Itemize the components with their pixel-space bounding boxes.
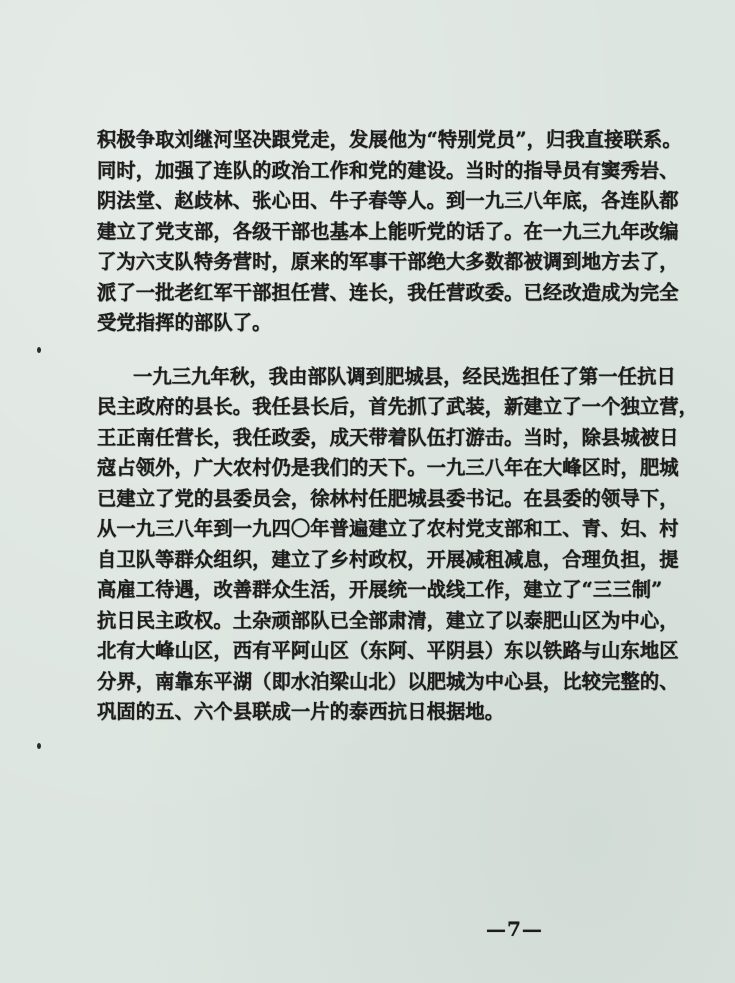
text-line: 阴法堂、赵歧林、张心田、牛子春等人。到一九三八年底，各连队都 bbox=[97, 189, 679, 212]
text-line: 派了一批老红军干部担任营、连长，我任营政委。已经改造成为完全 bbox=[97, 280, 679, 304]
text-line: 寇占领外，广大农村仍是我们的天下。一九三八年在大峰区时，肥城 bbox=[97, 456, 679, 479]
text-line: 一九三九年秋，我由部队调到肥城县，经民选担任了第一任抗日 bbox=[133, 364, 676, 388]
text-line: 建立了党支部，各级干部也基本上能听党的话了。在一九三九年改编 bbox=[97, 219, 679, 243]
text-line: 巩固的五、六个县联成一片的泰西抗日根据地。 bbox=[97, 700, 505, 723]
text-line: 积极争取刘继河坚决跟党走，发展他为“特别党员”，归我直接联系。 bbox=[97, 128, 682, 151]
paragraph-gap bbox=[97, 339, 687, 362]
text-line: 民主政府的县长。我任县长后，首先抓了武装，新建立了一个独立营， bbox=[97, 395, 699, 418]
text-line: 自卫队等群众组织，建立了乡村政权，开展减租减息，合理负担，提 bbox=[97, 547, 679, 571]
text-line: 分界，南靠东平湖（即水泊梁山北）以肥城为中心县，比较完整的、 bbox=[97, 669, 679, 693]
text-line: 高雇工待遇，改善群众生活，开展统一战线工作，建立了“三三制” bbox=[97, 578, 663, 601]
text-line: 抗日民主政权。土杂顽部队已全部肃清，建立了以泰肥山区为中心， bbox=[97, 608, 679, 632]
text-line: 受党指挥的部队了。 bbox=[97, 311, 272, 334]
ink-speck bbox=[37, 347, 41, 353]
text-line: 北有大峰山区，西有平阿山区（东阿、平阴县）东以铁路与山东地区 bbox=[97, 639, 679, 662]
text-line: 同时，加强了连队的政治工作和党的建设。当时的指导员有窦秀岩、 bbox=[97, 158, 679, 182]
page-number: —7— bbox=[486, 917, 543, 941]
paragraph-2 bbox=[97, 362, 699, 759]
ink-speck bbox=[37, 743, 41, 749]
document-body bbox=[97, 125, 699, 758]
text-line: 已建立了党的县委员会，徐林村任肥城县委书记。在县委的领导下， bbox=[97, 486, 679, 510]
text-line: 从一九三八年到一九四〇年普遍建立了农村党支部和工、青、妇、村 bbox=[97, 517, 679, 540]
text-line: 了为六支队特务营时，原来的军事干部绝大多数都被调到地方去了， bbox=[97, 250, 679, 273]
text-line: 王正南任营长，我任政委，成天带着队伍打游击。当时，除县城被日 bbox=[97, 425, 679, 449]
paragraph-1 bbox=[97, 125, 687, 339]
text-line bbox=[97, 728, 687, 759]
